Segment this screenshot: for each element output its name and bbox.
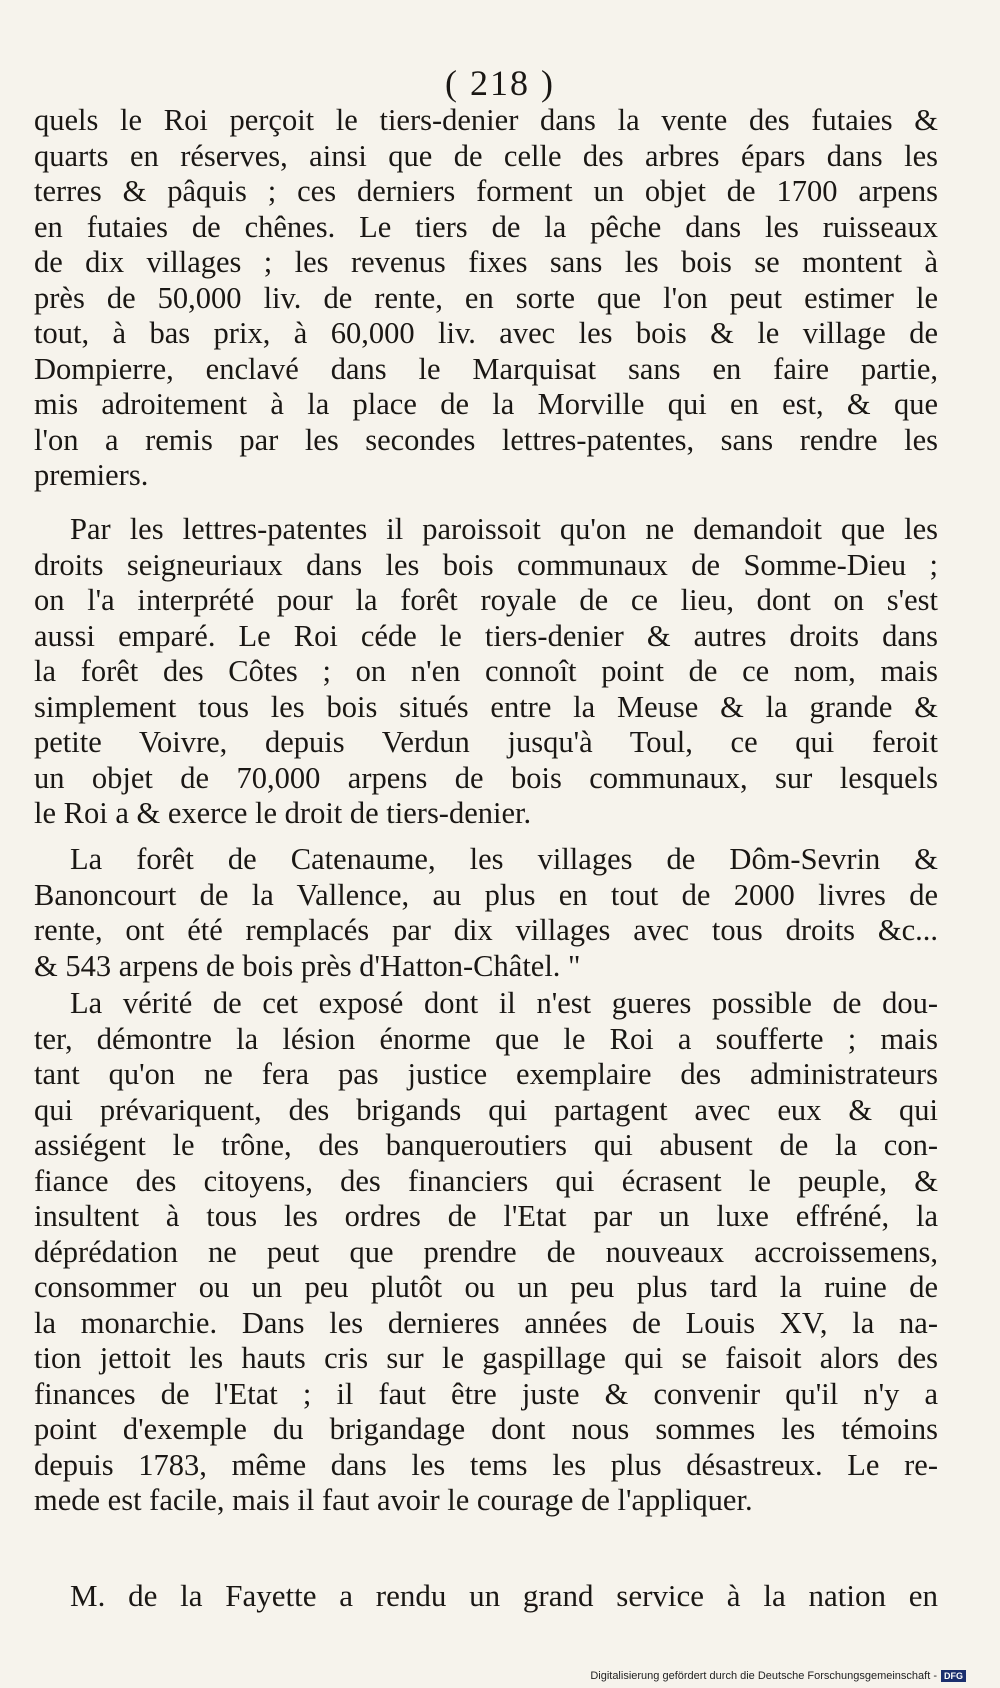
text-line: finances de l'Etat ; il faut être juste & convenir qu'il n'y a	[34, 1376, 938, 1411]
text-line: la forêt des Côtes ; on n'en connoît point de ce nom, mais	[34, 654, 938, 688]
text-line: l'on a remis par les secondes lettres-patentes, sans rendre les	[34, 422, 938, 457]
text-line: fiance des citoyens, des financiers qui écrasent le peuple, &	[34, 1163, 938, 1198]
text-line: La forêt de Catenaume, les villages de Dôm-Sevrin &	[70, 842, 938, 876]
text-line: près de 50,000 liv. de rente, en sorte que l'on peut estimer le	[34, 280, 938, 315]
text-line: petite Voivre, depuis Verdun jusqu'à Toul, ce qui feroit	[34, 725, 938, 759]
text-line: la monarchie. Dans les dernieres années de Louis XV, la na-	[34, 1305, 938, 1340]
text-line: quarts en réserves, ainsi que de celle des arbres épars dans les	[34, 138, 938, 173]
paragraph-5	[34, 1578, 938, 1614]
text-line: tout, à bas prix, à 60,000 liv. avec les bois & le village de	[34, 316, 938, 350]
text-line: le Roi a & exerce le droit de tiers-denier.	[34, 796, 532, 830]
text-line: terres & pâquis ; ces derniers forment un objet de 1700 arpens	[34, 174, 938, 208]
footer-text: Digitalisierung gefördert durch die Deutsche Forschungsgemeinschaft -	[590, 1670, 937, 1682]
text-line: Banoncourt de la Vallence, au plus en tout de 2000 livres de	[34, 877, 938, 912]
page-number: ( 218 )	[445, 63, 555, 103]
text-line: qui prévariquent, des brigands qui partagent avec eux & qui	[34, 1092, 938, 1127]
text-line: aussi emparé. Le Roi céde le tiers-denier & autres droits dans	[34, 618, 938, 653]
text-line: simplement tous les bois situés entre la Meuse & la grande &	[34, 689, 938, 724]
text-line: & 543 arpens de bois près d'Hatton-Châtel. "	[34, 948, 581, 983]
text-line: consommer ou un peu plutôt ou un peu plus tard la ruine de	[34, 1270, 938, 1304]
text-line: on l'a interprété pour la forêt royale de ce lieu, dont on s'est	[34, 583, 938, 617]
dfg-logo: DFG	[941, 1670, 966, 1682]
text-line: quels le Roi perçoit le tiers-denier dans la vente des futaies &	[34, 103, 938, 137]
paragraph-3	[34, 842, 938, 984]
paragraph-1	[34, 103, 938, 494]
text-line: point d'exemple du brigandage dont nous sommes les témoins	[34, 1412, 938, 1446]
text-line: insultent à tous les ordres de l'Etat par un luxe effréné, la	[34, 1199, 938, 1233]
text-line: tant qu'on ne fera pas justice exemplaire des administrateurs	[34, 1057, 938, 1091]
digitization-credit	[590, 1670, 966, 1682]
text-line: assiégent le trône, des banqueroutiers qui abusent de la con-	[34, 1128, 938, 1162]
paragraph-2	[34, 512, 938, 832]
text-line: depuis 1783, même dans les tems les plus désastreux. Le re-	[34, 1447, 938, 1482]
text-line: M. de la Fayette a rendu un grand service à la nation en	[70, 1578, 938, 1613]
text-line: en futaies de chênes. Le tiers de la pêche dans les ruisseaux	[34, 209, 938, 244]
text-line: ter, démontre la lésion énorme que le Roi a soufferte ; mais	[34, 1021, 938, 1056]
text-line: Dompierre, enclavé dans le Marquisat sans en faire partie,	[34, 351, 938, 386]
text-line: tion jettoit les hauts cris sur le gaspillage qui se faisoit alors des	[34, 1341, 938, 1375]
text-line: déprédation ne peut que prendre de nouveaux accroissemens,	[34, 1234, 938, 1269]
text-line: droits seigneuriaux dans les bois communaux de Somme-Dieu ;	[34, 547, 938, 582]
text-line: mis adroitement à la place de la Morville qui en est, & que	[34, 387, 938, 421]
text-line: rente, ont été remplacés par dix villages avec tous droits &c...	[34, 913, 938, 947]
text-line: un objet de 70,000 arpens de bois communaux, sur lesquels	[34, 760, 938, 795]
text-line: La vérité de cet exposé dont il n'est gueres possible de dou-	[70, 986, 938, 1020]
text-line: Par les lettres-patentes il paroissoit qu'on ne demandoit que les	[70, 512, 938, 546]
paragraph-4	[34, 986, 938, 1519]
text-line: mede est facile, mais il faut avoir le courage de l'appliquer.	[34, 1483, 753, 1517]
text-line: premiers.	[34, 458, 149, 492]
text-line: de dix villages ; les revenus fixes sans les bois se montent à	[34, 245, 938, 279]
